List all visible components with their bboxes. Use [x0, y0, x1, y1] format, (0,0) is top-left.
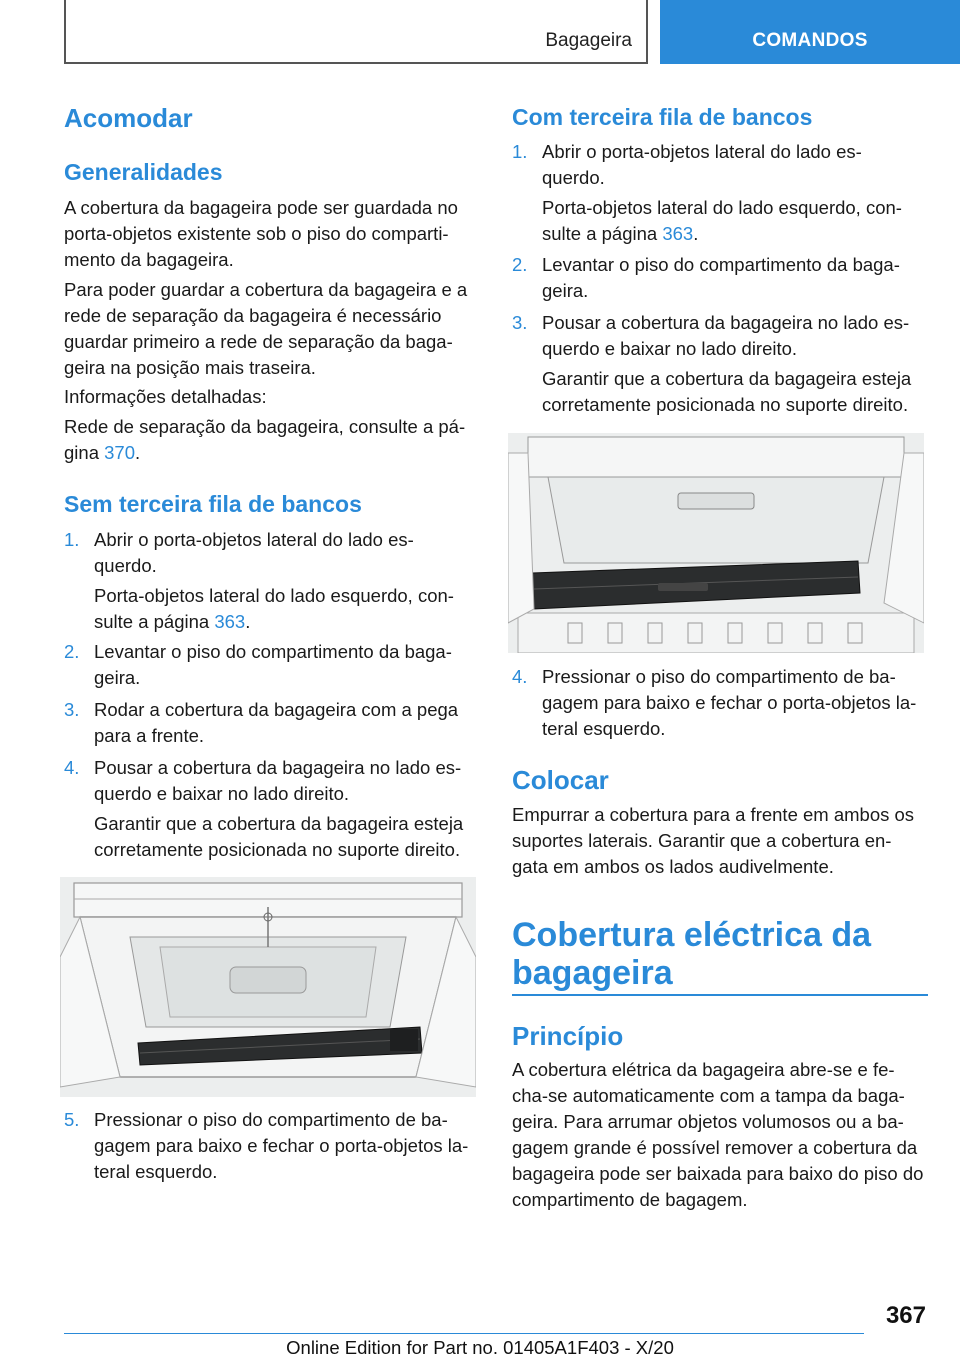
- figure-trunk-cover-left: [60, 877, 476, 1097]
- paragraph-info: Informações detalhadas:: [64, 386, 267, 407]
- page-number: 367: [885, 1302, 926, 1329]
- trunk-illustration: [60, 877, 476, 1097]
- page-link-363[interactable]: 363: [214, 611, 246, 632]
- heading-principio: Princípio: [512, 1021, 624, 1051]
- header-chapter-title: COMANDOS: [752, 30, 868, 51]
- figure-trunk-cover-right: [508, 433, 924, 653]
- paragraph-colocar: Empurrar a cobertura para a frente em ambos os suportes laterais. Garantir que a cobertura en- gata em ambos os lados audivelmente.: [512, 804, 915, 877]
- heading-colocar: Colocar: [512, 765, 609, 795]
- footer-edition: Online Edition for Part no. 01405A1F403 - X/20: [286, 1337, 674, 1358]
- list-subtext-sem-1: Porta-objetos lateral do lado esquerdo, con- sulte a página 363.: [94, 585, 454, 632]
- list-subtext-sem-4: Garantir que a cobertura da bagageira esteja corretamente posicionada no suporte direito.: [94, 813, 464, 860]
- paragraph-generalidades-1: A cobertura da bagageira pode ser guardada no porta-objetos existente sob o piso do comparti- mento da bagageira.: [64, 197, 458, 270]
- paragraph-rede-ref: Rede de separação da bagageira, consulte a pá- gina 370.: [64, 416, 466, 463]
- heading-cobertura-electrica: Cobertura eléctrica da bagageira: [512, 916, 872, 992]
- paragraph-generalidades-2: Para poder guardar a cobertura da bagageira e a rede de separação da bagageira é necessário guardar primeiro a rede de separação da baga- geira na posição mais traseira.: [64, 279, 468, 378]
- list-subtext-com-3: Garantir que a cobertura da bagageira esteja corretamente posicionada no suporte direito.: [542, 368, 912, 415]
- header-section-box: [64, 0, 648, 64]
- heading-underline: [512, 994, 928, 996]
- list-subtext-com-1: Porta-objetos lateral do lado esquerdo, con- sulte a página 363.: [542, 197, 902, 244]
- header-chapter-tab: [660, 0, 960, 64]
- heading-com-terceira-fila: Com terceira fila de bancos: [512, 104, 813, 130]
- heading-acomodar: Acomodar: [64, 103, 193, 133]
- paragraph-principio: A cobertura elétrica da bagageira abre-se e fe- cha-se automaticamente com a tampa da baga- geira. Para arrumar objetos volumosos ou a ba- gagem grande é possível remover a cobertura da bagageira pode ser baixada para baixo do piso do compartimento de bagagem.: [512, 1059, 924, 1210]
- heading-sem-terceira-fila: Sem terceira fila de bancos: [64, 491, 362, 517]
- header-section-title: Bagageira: [545, 30, 632, 51]
- heading-generalidades: Generalidades: [64, 159, 223, 185]
- footer-rule: [64, 1333, 864, 1334]
- page-link-370[interactable]: 370: [104, 442, 135, 463]
- page-link-363-right[interactable]: 363: [662, 223, 694, 244]
- trunk-illustration: [508, 433, 924, 653]
